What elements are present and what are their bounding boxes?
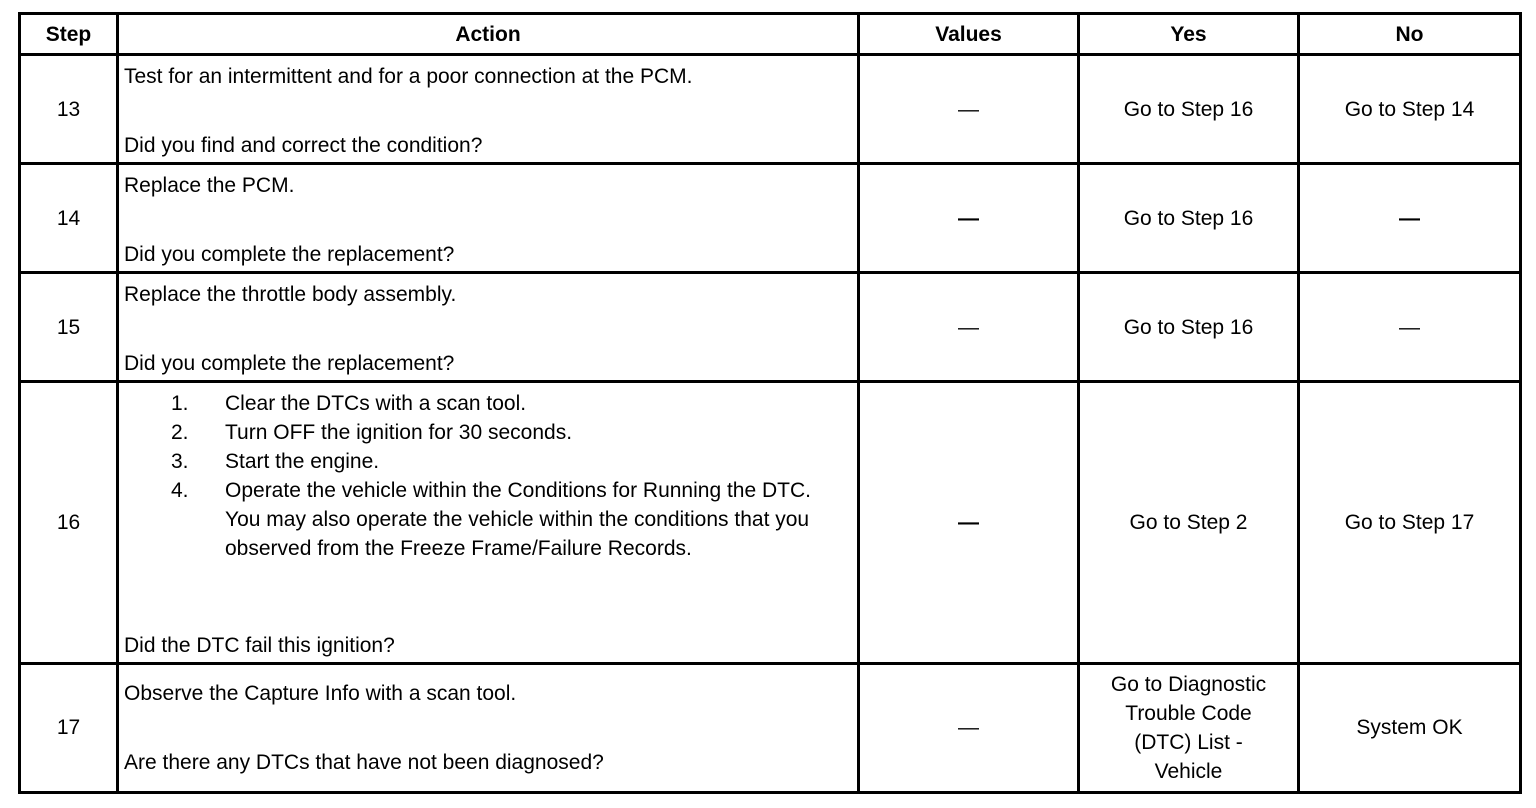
action-instruction: Observe the Capture Info with a scan tool. <box>124 681 517 705</box>
no-cell <box>1299 164 1521 273</box>
action-cell <box>118 382 859 663</box>
values-cell <box>859 273 1079 382</box>
header-action: Action <box>118 14 859 55</box>
list-item-number: 2. <box>171 421 189 445</box>
yes-cell: Go to Step 16 <box>1079 55 1299 164</box>
values-cell <box>859 55 1079 164</box>
yes-cell: Go to Step 16 <box>1079 273 1299 382</box>
no-cell <box>1299 273 1521 382</box>
no-dash: — <box>1399 206 1420 230</box>
list-item-text: Clear the DTCs with a scan tool. <box>225 392 527 416</box>
values-dash: — <box>958 511 979 535</box>
action-cell <box>118 273 859 382</box>
action-question: Did you complete the replacement? <box>124 352 455 376</box>
list-item <box>171 389 827 418</box>
table-row-step-14 <box>20 164 1521 273</box>
list-item-text: Turn OFF the ignition for 30 seconds. <box>225 421 573 445</box>
yes-cell: Go to Step 16 <box>1079 164 1299 273</box>
list-item-text: Start the engine. <box>225 450 380 474</box>
header-values: Values <box>859 14 1079 55</box>
list-item <box>171 447 827 476</box>
values-cell <box>859 164 1079 273</box>
list-item-number: 1. <box>171 392 189 416</box>
action-question: Did you find and correct the condition? <box>124 134 483 158</box>
list-item-text: Operate the vehicle within the Conditions for Running the DTC. You may also operate the vehicle within the conditions that you observed from the Freeze Frame/Failure Records. <box>225 479 811 561</box>
action-cell <box>118 164 859 273</box>
values-cell <box>859 382 1079 663</box>
list-item <box>171 476 827 563</box>
no-cell: Go to Step 17 <box>1299 382 1521 663</box>
header-yes: Yes <box>1079 14 1299 55</box>
step-number: 15 <box>20 273 118 382</box>
header-no: No <box>1299 14 1521 55</box>
yes-cell <box>1079 663 1299 792</box>
table-row-step-15 <box>20 273 1521 382</box>
values-cell <box>859 663 1079 792</box>
action-cell <box>118 663 859 792</box>
values-dash: — <box>958 315 979 339</box>
procedure-list <box>171 389 827 563</box>
header-step: Step <box>20 14 118 55</box>
action-instruction: Test for an intermittent and for a poor connection at the PCM. <box>124 65 693 88</box>
no-dash: — <box>1399 315 1420 339</box>
values-dash: — <box>958 716 979 740</box>
action-cell <box>118 55 859 164</box>
yes-cell: Go to Step 2 <box>1079 382 1299 663</box>
table-row-step-17 <box>20 663 1521 792</box>
step-number: 14 <box>20 164 118 273</box>
table-row-step-16 <box>20 382 1521 663</box>
action-instruction: Replace the throttle body assembly. <box>124 283 457 307</box>
values-dash: — <box>958 206 979 230</box>
header-row <box>20 14 1521 55</box>
list-item-number: 4. <box>171 479 189 503</box>
action-instruction: Replace the PCM. <box>124 174 295 198</box>
yes-link-text: Go to Diagnostic Trouble Code (DTC) List - Vehicle <box>1110 672 1267 783</box>
list-item-number: 3. <box>171 450 189 474</box>
diagnostic-table <box>18 12 1522 794</box>
action-question: Are there any DTCs that have not been diagnosed? <box>124 751 604 774</box>
no-cell: System OK <box>1299 663 1521 792</box>
action-question: Did the DTC fail this ignition? <box>124 633 395 657</box>
values-dash: — <box>958 97 979 121</box>
step-number: 13 <box>20 55 118 164</box>
list-item <box>171 418 827 447</box>
action-question: Did you complete the replacement? <box>124 243 455 267</box>
step-number: 16 <box>20 382 118 663</box>
table-row-step-13 <box>20 55 1521 164</box>
no-cell: Go to Step 14 <box>1299 55 1521 164</box>
step-number: 17 <box>20 663 118 792</box>
